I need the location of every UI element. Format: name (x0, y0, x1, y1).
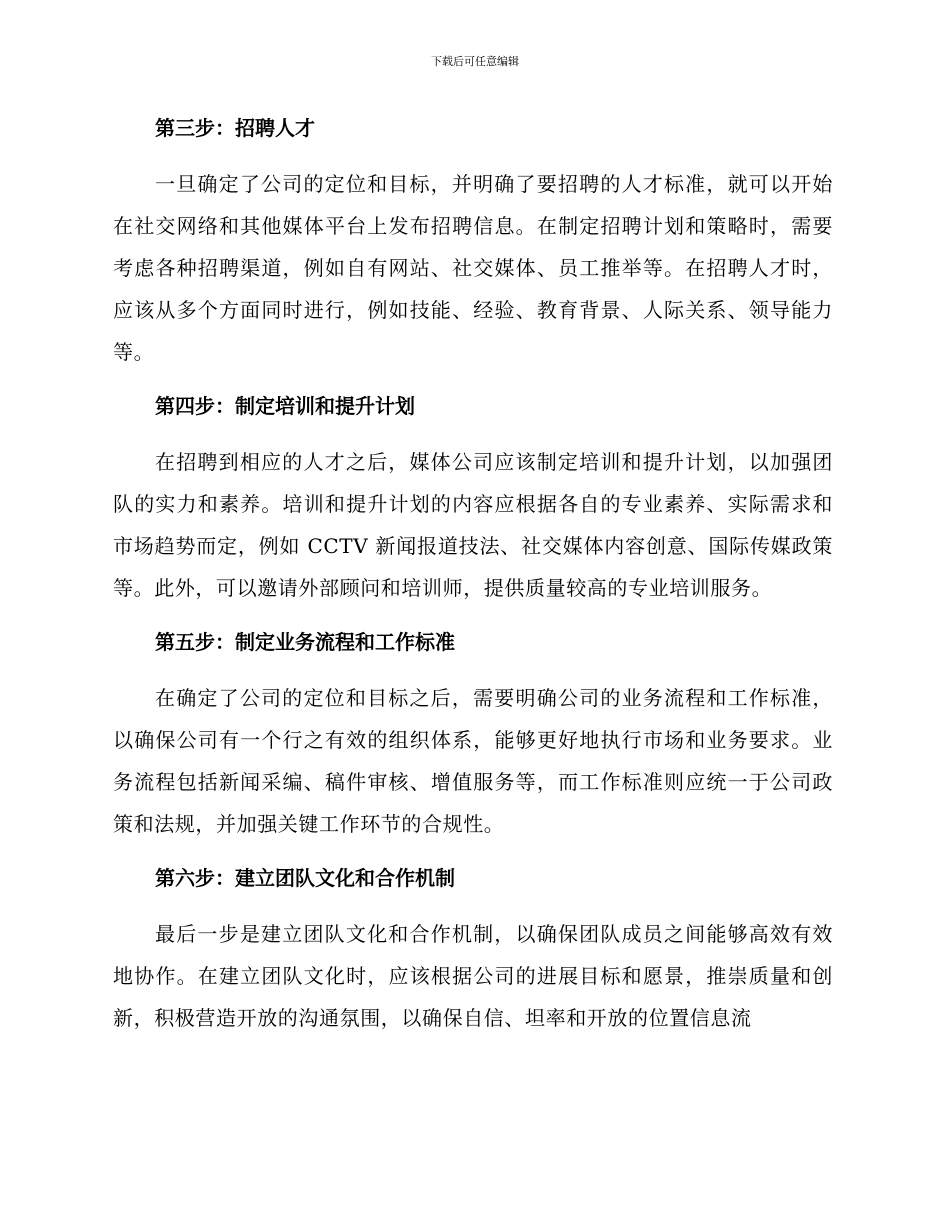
section-heading-step-4: 第四步：制定培训和提升计划 (155, 394, 415, 418)
page-header: 下载后可任意编辑 (431, 55, 519, 68)
section-body-step-6: 最后一步是建立团队文化和合作机制，以确保团队成员之间能够高效有效地协作。在建立团队文化时，应该根据公司的进展目标和愿景，推崇质量和创新，积极营造开放的沟通氛围，以确保自信、坦率和开放的位置信息流 (113, 922, 833, 1030)
document-body (113, 108, 833, 1052)
section-body-step-4: 在招聘到相应的人才之后，媒体公司应该制定培训和提升计划，以加强团队的实力和素养。培训和提升计划的内容应根据各自的专业素养、实际需求和市场趋势而定，例如 CCTV 新闻报道技法、社交媒体内容创意、国际传媒政策等。此外，可以邀请外部顾问和培训师，提供质量较高的专业培训服务。 (113, 450, 833, 600)
section-heading-step-5: 第五步：制定业务流程和工作标准 (155, 630, 455, 654)
section-heading-step-3: 第三步：招聘人才 (155, 116, 315, 140)
section-heading-step-6: 第六步：建立团队文化和合作机制 (155, 866, 455, 890)
section-body-step-5: 在确定了公司的定位和目标之后，需要明确公司的业务流程和工作标准，以确保公司有一个行之有效的组织体系，能够更好地执行市场和业务要求。业务流程包括新闻采编、稿件审核、增值服务等，而工作标准则应统一于公司政策和法规，并加强关键工作环节的合规性。 (113, 686, 833, 836)
section-body-step-3: 一旦确定了公司的定位和目标，并明确了要招聘的人才标准，就可以开始在社交网络和其他媒体平台上发布招聘信息。在制定招聘计划和策略时，需要考虑各种招聘渠道，例如自有网站、社交媒体、员工推举等。在招聘人才时，应该从多个方面同时进行，例如技能、经验、教育背景、人际关系、领导能力等。 (113, 172, 833, 364)
